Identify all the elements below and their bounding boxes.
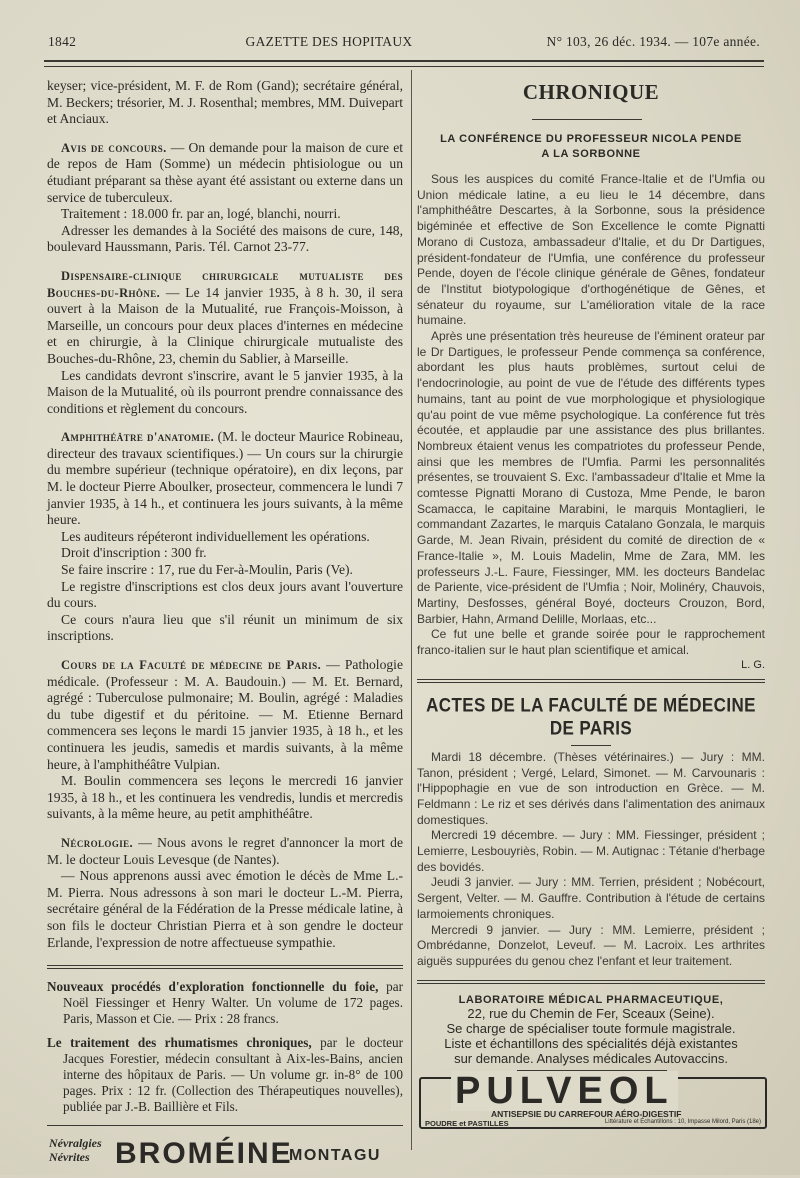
dispensaire-inscription: Les candidats devront s'inscrire, avant le 5 janvier 1935, à la Maison de la Mutualité, où ils pourront prendre connaissance des conditions et règlement du concours. [47,367,403,416]
ad-rule [47,1125,403,1126]
bromeine-indications: Névralgies Névrites [49,1136,102,1165]
dispensaire-heading: Dispensaire-clinique chirurgicale mutualiste des Bouches-du-Rhône. [47,268,403,300]
concours-paragraph: Avis de concours. — On demande pour la maison de cure et de repos de Ham (Somme) un médecin phtisiologue ou un étudiant préparant sa thèse ayant été assistant ou externe dans un service de tuberculeux. [47,139,403,205]
actes-title: ACTES DE LA FACULTÉ DE MÉDECINE DE PARIS [426,693,756,739]
labo-line-2: Se charge de spécialiser toute formule magistrale. [446,1020,736,1036]
header-rule [44,60,764,62]
amphi-line-6: Ce cours n'aura lieu que s'il réunit un minimum de six inscriptions. [47,611,403,644]
pende-paragraph-1: Sous les auspices du comité France-Italie et de l'Umfia ou Union médicale latine, a eu lieu le 14 décembre, dans l'amphithéâtre Descartes, à la Sorbonne, sous la présidence bigéminée et effective de Son Excellence le comte Pignatti Morano di Custoza, ambassadeur d'Italie, et du Dr Dartigues, président-fondateur de l'Umfia, une conférence du professeur Pende, doyen de l'école clinique générale de Gênes, fondateur de l'Institut biotypologique d'orthogénétique de Gênes, et sénateur du royaume, sur L'amélioration vitale de la race humaine. [417,172,765,328]
header-rule-thin [44,66,764,67]
labo-line-3: Liste et échantillons des spécialités déjà existantes [444,1035,738,1051]
pulveol-ad [419,1069,767,1129]
column-separator [411,70,412,1150]
book-notice-2: Le traitement des rhumatismes chroniques, par le docteur Jacques Forestier, médecin consultant à Aix-les-Bains, ancien interne des hôpitaux de Paris. — Un volume gr. in-8° de 100 pages. Prix : 12 fr. (Collection des Thérapeutiques nouvelles), publiée par J.-B. Baillière et Fils. [47,1035,403,1115]
author-signature: L. G. [741,658,765,671]
amphi-line-5: Le registre d'inscriptions est clos deux jours avant l'ouverture du cours. [47,578,403,611]
bromeine-ad [47,1132,403,1178]
labo-address: 22, rue du Chemin de Fer, Sceaux (Seine). [467,1005,715,1021]
bromeine-brand: BROMÉINE [115,1137,293,1171]
necro-pierra: — Nous apprenons aussi avec émotion le décès de Mme L.-M. Pierra. Nous adressons à son mari le docteur L.-M. Pierra, secrétaire général de la Fédération de la Presse médicale latine, à son fils le docteur Christian Pierra et à son gendre le docteur Erlande, l'expression de notre affectueuse sympathie. [47,868,403,950]
cours-heading: Cours de la Faculté de médecine de Paris. [61,658,322,672]
right-column [417,78,765,1129]
pulveol-forms: POUDRE et PASTILLES [425,1118,509,1128]
concours-heading: Avis de concours. [61,140,167,155]
amphi-line-2: Les auditeurs répéteront individuellement les opérations. [61,528,370,544]
issue-info: N° 103, 26 déc. 1934. — 107e année. [546,34,760,49]
labo-heading: LABORATOIRE MÉDICAL PHARMACEUTIQUE, [458,993,724,1006]
labo-line-4: sur demande. Analyses médicales Autovaccins. [454,1050,728,1066]
pende-paragraph-2: Après une présentation très heureuse de l'éminent orateur par le Dr Dartigues, le professeur Pende commença sa conférence, abordant les plus hauts problèmes, surtout celui de l'endocrinologie, au point de vue de l'étude des différents types humains, tant au point de vue morphologique et physiologique qu'au point de vue même psychologique. La conférence fut très écoutée, et applaudie par une assistance des plus brillantes. Nombreux étaient venus les compatriotes du professeur Pende, ainsi que les membres de l'Umfia. Parmi les personnalités présentes, se trouvaient S. Exc. l'ambassadeur d'Italie et Mme la comtesse Pignatti Morano di Custoza, Mme Pende, le baron Scamacca, le capitaine Marabini, le marquis Montaglieri, le commandant Zazartes, le marquis Catalano Gonzala, le marquis Garde, M. Jean Rivain, président du comité de direction de « France-Italie », M. Louis Madelin, Mme de Zara, MM. les professeurs J.-L. Faure, Fiessinger, MM. les docteurs Bandelac de Pariente, vice-président de l'Umfia ; Noir, Molinéry, Chauvois, Martiny, Desfosses, général Boyé, docteurs Crouzon, Bord, Barbier, Hahn, Armand Delille, Morlaas, etc... [417,329,765,626]
necro-paragraph: Nécrologie. — Nous avons le regret d'annoncer la mort de M. le docteur Louis Levesque (de Nantes). [47,834,403,867]
chronique-title: CHRONIQUE [522,80,660,104]
actes-item: Mercredi 19 décembre. — Jury : MM. Fiessinger, président ; Lemierre, Lesbouyriès, Robin. — M. Autignac : Tétanie d'herbage des bovidés. [417,828,765,874]
dispensaire-paragraph: Dispensaire-clinique chirurgicale mutualiste des Bouches-du-Rhône. — Le 14 janvier 1935, à 8 h. 30, il sera ouvert à la Maison de la Mutualité, rue François-Moisson, à Marseille, un concours pour deux places d'internes en médecine et en chirurgie, à la Clinique chirurgicale mutualiste des Bouches-du-Rhône, 23, chemin du Sablier, à Marseille. [47,268,403,366]
necro-heading: Nécrologie. [61,835,134,850]
cours-boulin: M. Boulin commencera ses leçons le mercredi 16 janvier 1935, à 18 h., et les continuera les vendredis, lundis et mercredis suivants, à la même heure, au petit amphithéâtre. [47,773,403,822]
amphi-heading: Amphithéâtre d'anatomie. [61,430,215,445]
amphi-line-4: Se faire inscrire : 17, rue du Fer-à-Moulin, Paris (Ve). [61,562,353,578]
page-number: 1842 [48,34,77,49]
running-head [48,34,760,56]
actes-item: Jeudi 3 janvier. — Jury : MM. Terrien, président ; Nobécourt, Sergent, Velter. — M. Gauffre. Contribution à l'étude de certains larmoiements chroniques. [417,875,765,921]
intro-paragraph: keyser; vice-président, M. F. de Rom (Gand); secrétaire général, M. Beckers; trésorier, M. J. Rosenthal; membres, MM. Duivepart et Anciaux. [47,78,403,127]
pende-heading-1: LA CONFÉRENCE DU PROFESSEUR NICOLA PENDE [440,133,742,145]
journal-title: GAZETTE DES HOPITAUX [245,34,413,49]
amphi-line-3: Droit d'inscription : 300 fr. [61,545,207,561]
pende-paragraph-3: Ce fut une belle et grande soirée pour le rapprochement franco-italien sur le haut plan scientifique et amical. [417,627,765,658]
cours-paragraph: Cours de la Faculté de médecine de Paris. — Pathologie médicale. (Professeur : M. A. Baudouin.) — M. Et. Bernard, agrégé : Tuberculose pulmonaire; M. Boulin, agrégé : Maladies du tube digestif et du péritoine. — M. Etienne Bernard commencera ses leçons le mardi 15 janvier 1935, à 18 h., et les continuera les jeudis, samedis et mardis suivants, à la même heure, à l'amphithéâtre Vulpian. [47,657,403,772]
book-notice-1: Nouveaux procédés d'exploration fonctionnelle du foie, par Noël Fiessinger et Henry Walter. Un volume de 172 pages. Paris, Masson et Cie. — Prix : 28 francs. [47,979,403,1027]
pulveol-address: Littérature et Échantillons : 10, Impasse Milord, Paris (18e) [604,1118,761,1125]
concours-salary: Traitement : 18.000 fr. par an, logé, blanchi, nourri. [61,206,341,222]
amphi-paragraph: Amphithéâtre d'anatomie. (M. le docteur Maurice Robineau, directeur des travaux scientifiques.) — Un cours sur la chirurgie du membre supérieur (technique opératoire), en dix leçons, par M. le docteur Pierre Aboulker, prosecteur, commencera le lundi 7 janvier 1935, à 14 h., et continuera les jours suivants, à la même heure. [47,429,403,528]
left-column [47,78,403,1178]
bromeine-maker: MONTAGU [289,1147,381,1165]
actes-item: Mardi 18 décembre. (Thèses vétérinaires.) — Jury : MM. Tanon, président ; Vergé, Lelard, Simonet. — M. Carvounaris : l'Hippophagie en vue de son introduction en Grèce. — M. Feldmann : Le riz et ses dérivés dans l'alimentation des animaux domestiques. [417,749,765,827]
pulveol-tagline: ANTISEPSIE DU CARREFOUR AÉRO-DIGESTIF [491,1108,682,1119]
actes-item: Mercredi 9 janvier. — Jury : MM. Lemierre, président ; Ombrédanne, Donzelot, Leveuf. — M. Lacroix. Les arthrites aiguës suppurées du genou chez l'enfant et leur traitement. [417,922,765,968]
pulveol-brand: PULVEOL [451,1071,678,1111]
pende-heading-2: A LA SORBONNE [541,148,641,160]
concours-address: Adresser les demandes à la Société des maisons de cure, 148, boulevard Haussmann, Paris. Tél. Carnot 23-77. [47,222,403,255]
